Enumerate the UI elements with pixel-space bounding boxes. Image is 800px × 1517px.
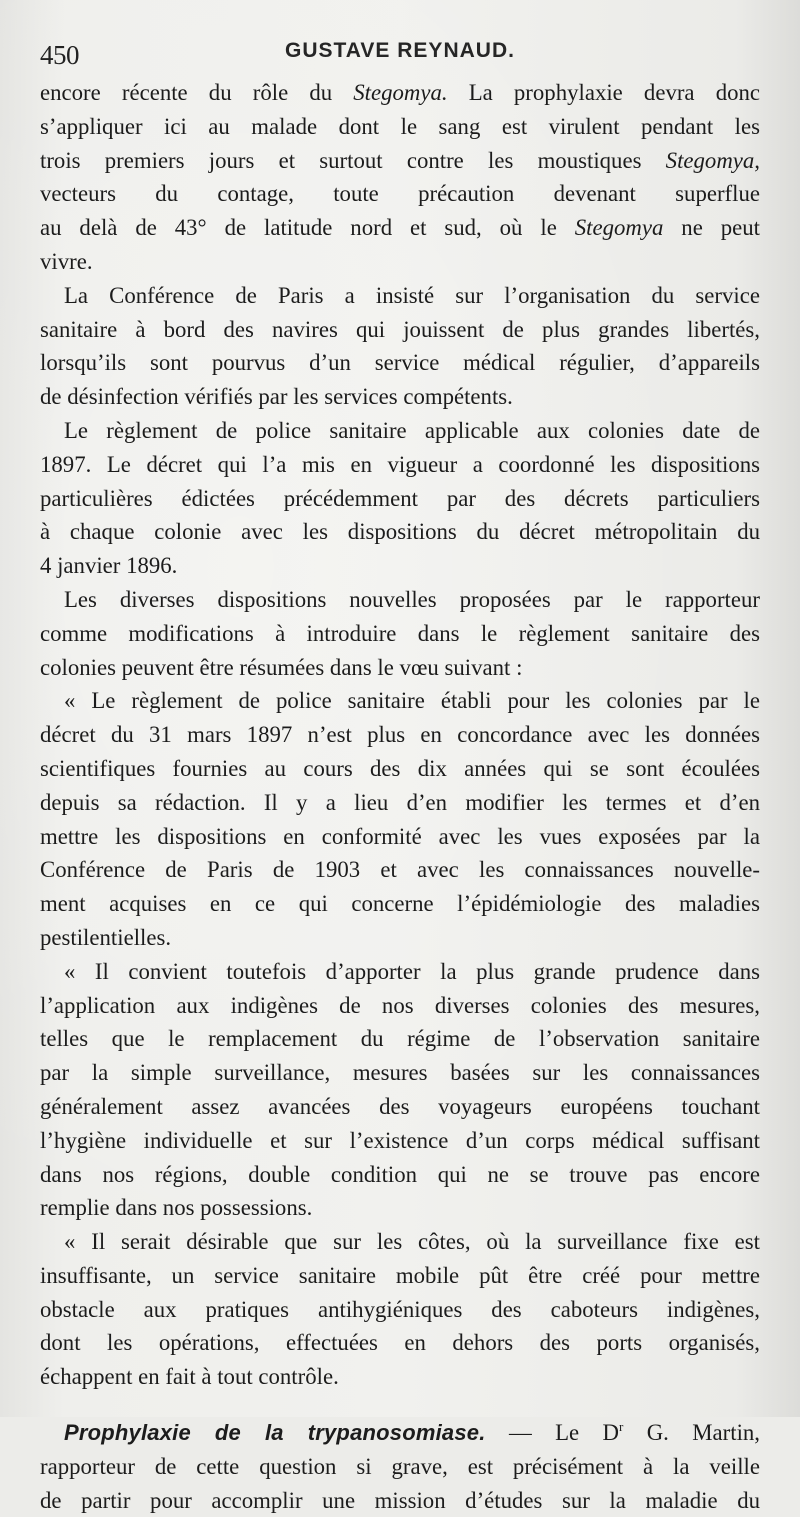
text-segment: « Il serait désirable que sur les côtes, où la surveillance fixe est	[64, 1229, 760, 1255]
text-segment: vecteurs du contage, toute précaution devenant superflue	[40, 181, 760, 207]
text-segment: remplie dans nos possessions.	[40, 1195, 313, 1221]
text-segment: r	[619, 1419, 624, 1435]
text-line	[40, 1326, 760, 1360]
italic-term: Stegomya.	[353, 80, 448, 105]
text-segment: s’appliquer ici au malade dont le sang est virulent pendant les	[40, 113, 760, 139]
page-number: 450	[40, 40, 79, 70]
text-line	[40, 110, 760, 144]
text-segment: « Il convient toutefois d’apporter la plus grande prudence dans	[64, 958, 760, 984]
text-segment: lorsqu’ils sont pourvus d’un service médical régulier, d’appareils	[40, 350, 760, 376]
text-line	[40, 515, 760, 549]
text-line	[40, 1293, 760, 1327]
text-segment: de partir pour accomplir une mission d’études sur la maladie du	[40, 1487, 760, 1513]
text-line	[40, 786, 760, 820]
text-line	[40, 211, 760, 245]
text-line	[40, 76, 760, 110]
text-segment: depuis sa rédaction. Il y a lieu d’en modifier les termes et d’en	[40, 789, 760, 815]
text-segment: pestilentielles.	[40, 924, 172, 950]
body-text	[40, 76, 760, 1517]
text-segment: 4 janvier 1896.	[40, 553, 178, 579]
text-segment: sanitaire à bord des navires qui jouissent de plus grandes libertés,	[40, 316, 760, 342]
text-segment: obstacle aux pratiques antihygiéniques des caboteurs indigènes,	[40, 1296, 760, 1322]
text-line	[40, 1191, 760, 1225]
running-head: GUSTAVE REYNAUD.	[285, 39, 515, 62]
text-line	[40, 921, 760, 955]
text-line	[40, 1158, 760, 1192]
text-line	[40, 820, 760, 854]
text-line	[40, 1124, 760, 1158]
text-line	[40, 853, 760, 887]
text-segment: — Le D	[485, 1420, 619, 1446]
text-segment: dans nos régions, double condition qui ne se trouve pas encore	[40, 1161, 760, 1187]
text-segment: colonies peuvent être résumées dans le vœu suivant :	[40, 654, 523, 680]
text-segment: généralement assez avancées des voyageurs européens touchant	[40, 1093, 760, 1119]
text-segment: La Conférence de Paris a insisté sur l’organisation du service	[64, 282, 760, 308]
section-heading: Prophylaxie de la trypanosomiase.	[64, 1420, 486, 1446]
text-segment: 1897. Le décret qui l’a mis en vigueur a coordonné les dispositions	[40, 451, 760, 477]
text-line	[40, 144, 760, 178]
text-line	[40, 887, 760, 921]
text-line	[40, 482, 760, 516]
text-line	[40, 245, 760, 279]
text-segment: comme modifications à introduire dans le règlement sanitaire des	[40, 620, 760, 646]
text-segment: rapporteur de cette question si grave, est précisément à la veille	[40, 1453, 760, 1479]
text-line	[40, 346, 760, 380]
text-segment: G. Martin,	[623, 1420, 761, 1446]
text-line	[40, 279, 760, 313]
text-line	[40, 955, 760, 989]
text-line	[40, 414, 760, 448]
text-segment: insuffisante, un service sanitaire mobile pût être créé pour mettre	[40, 1262, 760, 1288]
text-segment: trois premiers jours et surtout contre les moustiques	[40, 147, 666, 173]
text-segment: ment acquises en ce qui concerne l’épidémiologie des maladies	[40, 891, 760, 917]
text-line	[40, 1225, 760, 1259]
text-line	[40, 1259, 760, 1293]
text-segment: ne peut	[663, 215, 760, 241]
text-line	[40, 1022, 760, 1056]
text-line	[40, 1056, 760, 1090]
text-line	[40, 651, 760, 685]
text-line	[40, 1090, 760, 1124]
text-segment: au delà de 43° de latitude nord et sud, où le	[40, 215, 575, 241]
text-line	[40, 1416, 760, 1450]
text-line	[40, 313, 760, 347]
italic-term: Stegomya	[574, 215, 664, 241]
text-line	[40, 1484, 760, 1517]
text-line	[40, 752, 760, 786]
text-segment: l’hygiène individuelle et sur l’existence d’un corps médical suffisant	[40, 1127, 760, 1153]
text-line	[40, 177, 760, 211]
text-line	[40, 617, 760, 651]
text-segment: dont les opérations, effectuées en dehors des ports organisés,	[40, 1330, 760, 1356]
text-segment: par la simple surveillance, mesures basées sur les connaissances	[40, 1060, 760, 1086]
text-line	[40, 684, 760, 718]
text-segment: telles que le remplacement du régime de l’observation sanitaire	[40, 1026, 760, 1052]
text-segment: à chaque colonie avec les dispositions du décret métropolitain du	[40, 519, 760, 545]
text-line	[40, 1360, 760, 1394]
text-line	[40, 1450, 760, 1484]
text-segment: mettre les dispositions en conformité avec les vues exposées par la	[40, 823, 760, 849]
italic-term: Stegomya,	[665, 147, 760, 173]
section-gap	[40, 1394, 760, 1416]
text-segment: scientifiques fournies au cours des dix années qui se sont écoulées	[40, 755, 760, 781]
text-segment: Le règlement de police sanitaire applicable aux colonies date de	[64, 417, 760, 443]
text-segment: La prophylaxie devra donc	[447, 80, 761, 105]
text-line	[40, 448, 760, 482]
text-segment: « Le règlement de police sanitaire établi pour les colonies par le	[64, 688, 760, 714]
page-header	[40, 36, 760, 76]
text-segment: Les diverses dispositions nouvelles proposées par le rapporteur	[64, 586, 760, 612]
text-segment: vivre.	[40, 248, 93, 274]
text-line	[40, 989, 760, 1023]
text-segment: particulières édictées précédemment par des décrets particuliers	[40, 485, 760, 511]
text-line	[40, 718, 760, 752]
text-segment: l’application aux indigènes de nos diverses colonies des mesures,	[40, 992, 760, 1018]
text-line	[40, 583, 760, 617]
text-segment: de désinfection vérifiés par les services compétents.	[40, 384, 513, 410]
text-segment: décret du 31 mars 1897 n’est plus en concordance avec les données	[40, 722, 760, 748]
text-line	[40, 549, 760, 583]
text-line	[40, 380, 760, 414]
text-segment: Conférence de Paris de 1903 et avec les connaissances nouvelle-	[40, 857, 760, 883]
text-segment: encore récente du rôle du	[40, 80, 354, 105]
text-segment: échappent en fait à tout contrôle.	[40, 1364, 339, 1390]
